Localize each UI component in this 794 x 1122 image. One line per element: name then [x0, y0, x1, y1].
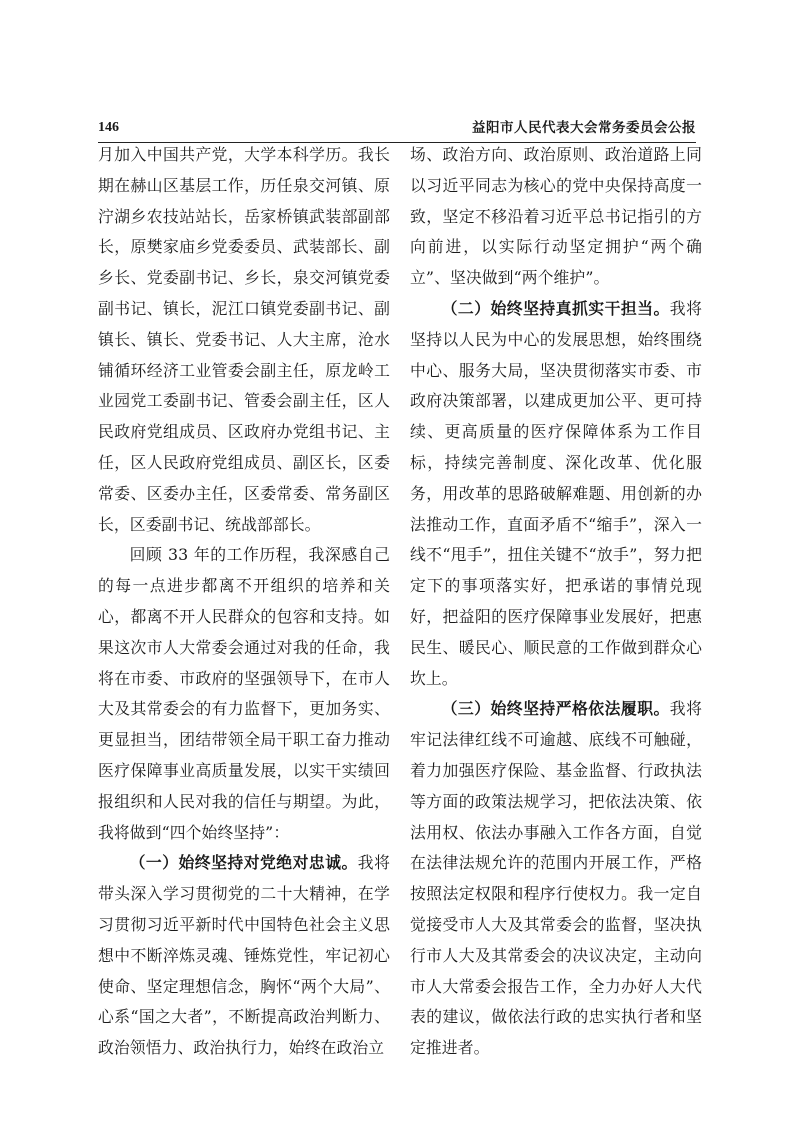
paragraph-loyalty [98, 848, 390, 1064]
paragraph-rule-of-law [410, 694, 702, 1064]
journal-title: 益阳市人民代表大会常务委员会公报 [472, 120, 696, 136]
paragraph-resume-continued: 月加入中国共产党，大学本科学历。我长期在赫山区基层工作，历任泉交河镇、原泞湖乡农技站站长，岳家桥镇武装部副部长，原樊家庙乡党委委员、武装部长、副乡长、党委副书记、乡长，泉交河镇党委副书记、镇长，泥江口镇党委副书记、副镇长、镇长、党委书记、人大主席，沧水铺循环经济工业管委会副主任，原龙岭工业园党工委副书记、管委会副主任，区人民政府党组成员、区政府办党组书记、主任，区人民政府党组成员、副区长，区委常委、区委办主任，区委常委、常务副区长，区委副书记、统战部部长。 [98, 145, 390, 534]
paragraph-review: 回顾 33 年的工作历程，我深感自己的每一点进步都离不开组织的培养和关心，都离不开人民群众的包容和支持。如果这次市人大常委会通过对我的任命，我将在市委、市政府的坚强领导下，在市人大及其常委会的有力监督下，更加务实、更显担当，团结带领全局干职工奋力推动医疗保障事业高质量发展，以实干实绩回报组织和人民对我的信任与期望。为此，我将做到“四个始终坚持”： [98, 545, 390, 842]
section-heading-responsibility: （二）始终坚持真抓实干担当。 [441, 298, 670, 318]
page-number: 146 [98, 120, 119, 135]
paragraph-rule-of-law-body: 我将牢记法律红线不可逾越、底线不可触碰，着力加强医疗保险、基金监督、行政执法等方面的政策法规学习，把依法决策、依法用权、依法办事融入工作各方面，自觉在法律法规允许的范围内开展工作，严格按照法定权限和程序行使权力。我一定自觉接受市人大及其常委会的监督，坚决执行市人大及其常委会的决议决定，主动向市人大常委会报告工作，全力办好人大代表的建议，做依法行政的忠实执行者和坚定推进者。 [410, 699, 702, 1058]
paragraph-responsibility [410, 294, 702, 694]
section-heading-loyalty: （一）始终坚持对党绝对忠诚。 [129, 853, 358, 873]
left-column [98, 140, 390, 1064]
right-column [410, 140, 702, 1064]
paragraph-loyalty-continued: 场、政治方向、政治原则、政治道路上同以习近平同志为核心的党中央保持高度一致，坚定不移沿着习近平总书记指引的方向前进，以实际行动坚定拥护“两个确立”、坚决做到“两个维护”。 [410, 145, 702, 288]
paragraph-loyalty-body: 我将带头深入学习贯彻党的二十大精神，在学习贯彻习近平新时代中国特色社会主义思想中不断淬炼灵魂、锤炼党性，牢记初心使命、坚定理想信念，胸怀“两个大局”、心系“国之大者”，不断提高政治判断力、政治领悟力、政治执行力，始终在政治立 [98, 853, 390, 1058]
paragraph-responsibility-body: 我将坚持以人民为中心的发展思想，始终围绕中心、服务大局，坚决贯彻落实市委、市政府决策部署，以建成更加公平、更可持续、更高质量的医疗保障体系为工作目标，持续完善制度、深化改革、优化服务，用改革的思路破解难题、用创新的办法推动工作，直面矛盾不“缩手”，深入一线不“甩手”，扭住关键不“放手”，努力把定下的事项落实好，把承诺的事情兑现好，把益阳的医疗保障事业发展好，把惠民生、暖民心、顺民意的工作做到群众心坎上。 [410, 298, 702, 688]
section-heading-rule-of-law: （三）始终坚持严格依法履职。 [441, 699, 670, 719]
